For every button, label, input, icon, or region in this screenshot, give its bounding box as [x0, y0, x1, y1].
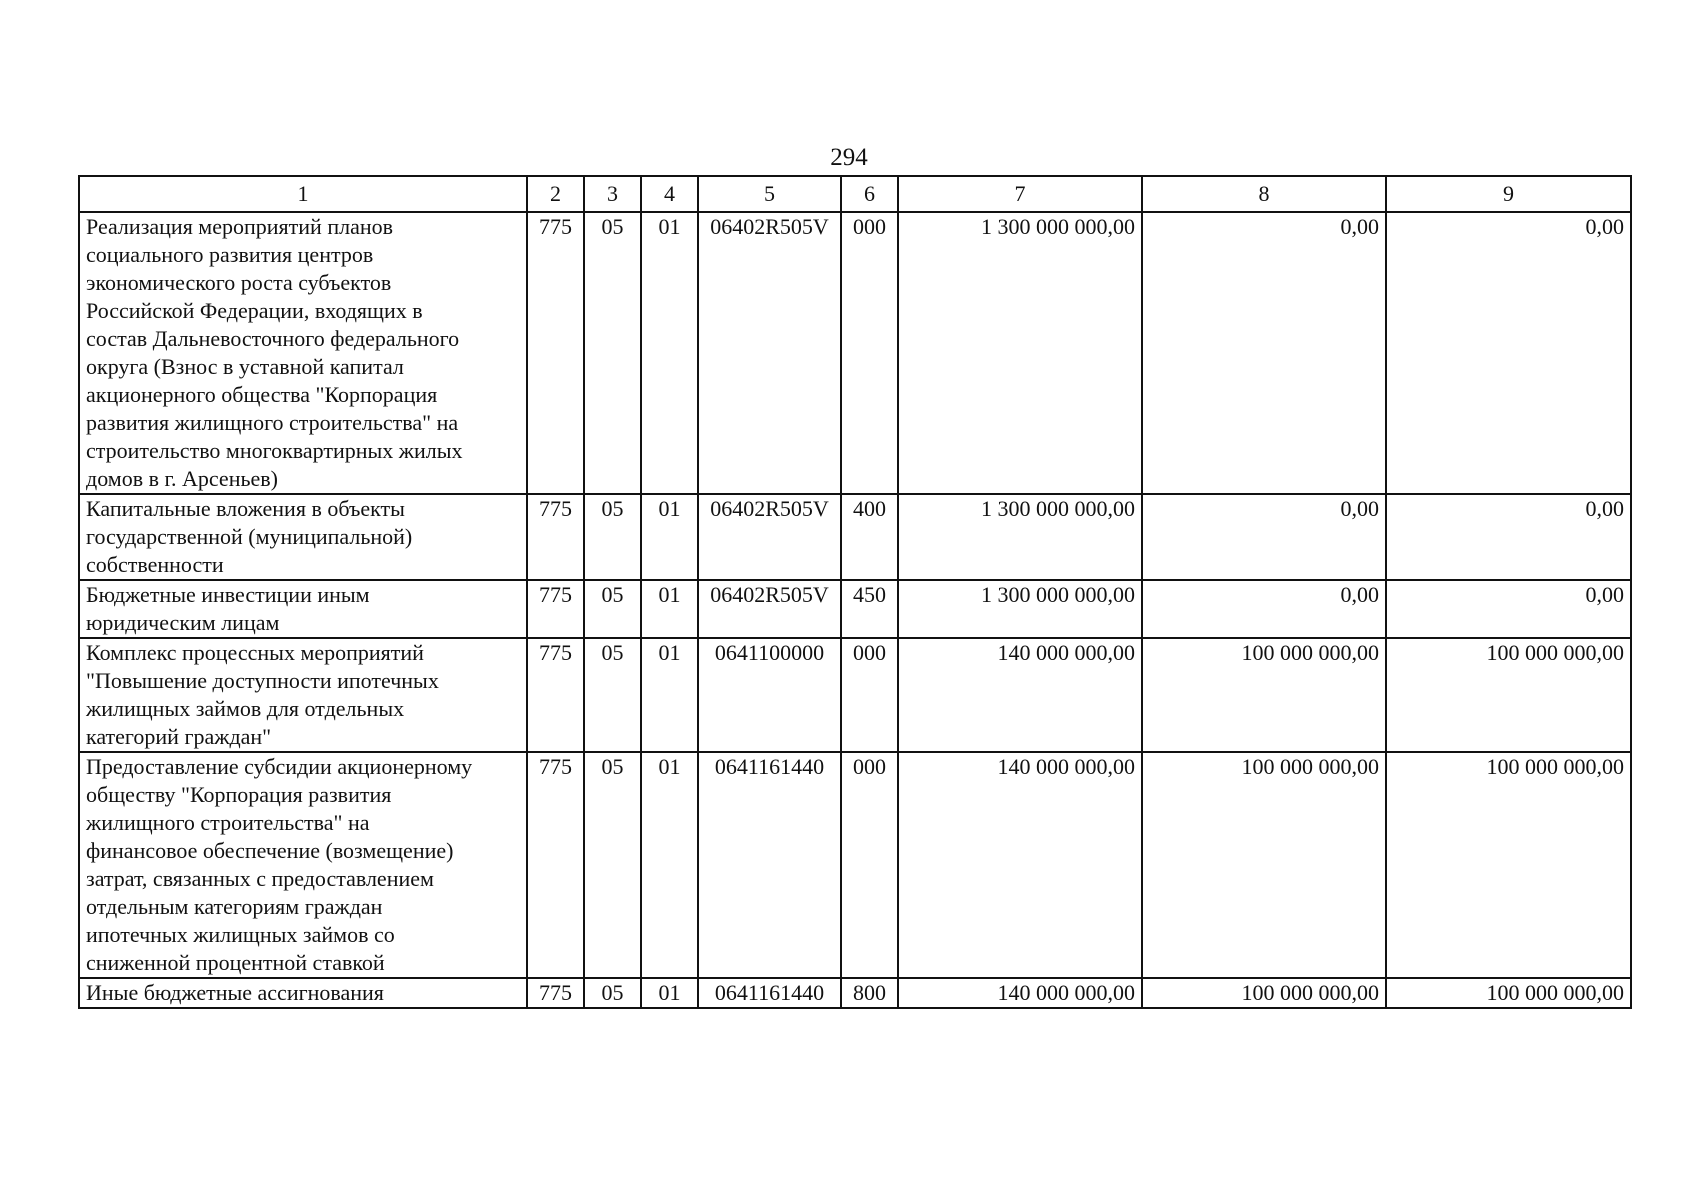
row-name-line: состав Дальневосточного федерального	[86, 326, 460, 351]
code-cell-c4: 01	[641, 752, 698, 978]
code-cell-c3: 05	[584, 212, 641, 494]
code-cell-c5: 06402R505V	[698, 212, 841, 494]
row-name-line: социального развития центров	[86, 242, 374, 267]
row-name-cell	[79, 752, 527, 978]
code-cell-c3: 05	[584, 494, 641, 580]
column-header: 9	[1386, 176, 1631, 212]
column-header: 6	[841, 176, 898, 212]
header-row	[79, 176, 1631, 212]
code-cell-c3: 05	[584, 580, 641, 638]
amount-cell-c7: 140 000 000,00	[898, 978, 1142, 1008]
column-header: 3	[584, 176, 641, 212]
table-row	[79, 212, 1631, 494]
page-number: 294	[830, 144, 868, 171]
row-name-line: Предоставление субсидии акционерному	[86, 754, 473, 779]
code-cell-c5: 0641100000	[698, 638, 841, 752]
row-name-cell	[79, 580, 527, 638]
column-header: 7	[898, 176, 1142, 212]
row-name-line: Российской Федерации, входящих в	[86, 298, 423, 323]
row-name-line: Капитальные вложения в объекты	[86, 496, 405, 521]
row-name-cell	[79, 638, 527, 752]
code-cell-c2: 775	[527, 580, 584, 638]
amount-cell-c9: 100 000 000,00	[1386, 978, 1631, 1008]
amount-cell-c7: 140 000 000,00	[898, 752, 1142, 978]
column-header: 2	[527, 176, 584, 212]
code-cell-c5: 0641161440	[698, 978, 841, 1008]
table-row	[79, 494, 1631, 580]
row-name-line: финансовое обеспечение (возмещение)	[86, 838, 454, 863]
row-name-line: собственности	[86, 552, 224, 577]
amount-cell-c7: 140 000 000,00	[898, 638, 1142, 752]
column-header: 8	[1142, 176, 1386, 212]
row-name-line: развития жилищного строительства" на	[86, 410, 459, 435]
row-name-line: акционерного общества "Корпорация	[86, 382, 438, 407]
amount-cell-c9: 0,00	[1386, 580, 1631, 638]
row-name-line: экономического роста субъектов	[86, 270, 392, 295]
code-cell-c6: 800	[841, 978, 898, 1008]
code-cell-c6: 000	[841, 752, 898, 978]
code-cell-c4: 01	[641, 494, 698, 580]
row-name-line: категорий граждан"	[86, 724, 272, 749]
code-cell-c2: 775	[527, 212, 584, 494]
code-cell-c6: 000	[841, 638, 898, 752]
row-name-line: Иные бюджетные ассигнования	[86, 980, 384, 1005]
amount-cell-c9: 100 000 000,00	[1386, 752, 1631, 978]
amount-cell-c9: 100 000 000,00	[1386, 638, 1631, 752]
table-row	[79, 752, 1631, 978]
code-cell-c3: 05	[584, 978, 641, 1008]
code-cell-c3: 05	[584, 638, 641, 752]
amount-cell-c9: 0,00	[1386, 494, 1631, 580]
amount-cell-c7: 1 300 000 000,00	[898, 494, 1142, 580]
amount-cell-c8: 0,00	[1142, 494, 1386, 580]
amount-cell-c9: 0,00	[1386, 212, 1631, 494]
code-cell-c2: 775	[527, 638, 584, 752]
table-row	[79, 978, 1631, 1008]
row-name-line: ипотечных жилищных займов со	[86, 922, 395, 947]
row-name-line: сниженной процентной ставкой	[86, 950, 385, 975]
row-name-cell	[79, 978, 527, 1008]
row-name-line: округа (Взнос в уставной капитал	[86, 354, 404, 379]
row-name-line: Бюджетные инвестиции иным	[86, 582, 370, 607]
row-name-line: государственной (муниципальной)	[86, 524, 413, 549]
row-name-line: жилищного строительства" на	[86, 810, 370, 835]
row-name-cell	[79, 212, 527, 494]
code-cell-c4: 01	[641, 638, 698, 752]
row-name-line: строительство многоквартирных жилых	[86, 438, 463, 463]
code-cell-c2: 775	[527, 978, 584, 1008]
amount-cell-c8: 100 000 000,00	[1142, 978, 1386, 1008]
code-cell-c5: 0641161440	[698, 752, 841, 978]
table-row	[79, 580, 1631, 638]
row-name-line: Реализация мероприятий планов	[86, 214, 394, 239]
column-header: 4	[641, 176, 698, 212]
amount-cell-c8: 100 000 000,00	[1142, 638, 1386, 752]
budget-table	[78, 175, 1632, 1009]
row-name-line: отдельным категориям граждан	[86, 894, 383, 919]
code-cell-c5: 06402R505V	[698, 494, 841, 580]
amount-cell-c8: 100 000 000,00	[1142, 752, 1386, 978]
code-cell-c6: 450	[841, 580, 898, 638]
row-name-line: Комплекс процессных мероприятий	[86, 640, 424, 665]
code-cell-c4: 01	[641, 978, 698, 1008]
column-header: 5	[698, 176, 841, 212]
column-header: 1	[79, 176, 527, 212]
row-name-line: домов в г. Арсеньев)	[86, 466, 278, 491]
amount-cell-c8: 0,00	[1142, 580, 1386, 638]
row-name-cell	[79, 494, 527, 580]
row-name-line: обществу "Корпорация развития	[86, 782, 392, 807]
code-cell-c6: 000	[841, 212, 898, 494]
row-name-line: затрат, связанных с предоставлением	[86, 866, 434, 891]
row-name-line: жилищных займов для отдельных	[86, 696, 405, 721]
code-cell-c4: 01	[641, 212, 698, 494]
code-cell-c6: 400	[841, 494, 898, 580]
amount-cell-c7: 1 300 000 000,00	[898, 580, 1142, 638]
code-cell-c4: 01	[641, 580, 698, 638]
code-cell-c2: 775	[527, 752, 584, 978]
code-cell-c3: 05	[584, 752, 641, 978]
amount-cell-c8: 0,00	[1142, 212, 1386, 494]
row-name-line: юридическим лицам	[86, 610, 280, 635]
table-row	[79, 638, 1631, 752]
code-cell-c5: 06402R505V	[698, 580, 841, 638]
row-name-line: "Повышение доступности ипотечных	[86, 668, 439, 693]
amount-cell-c7: 1 300 000 000,00	[898, 212, 1142, 494]
code-cell-c2: 775	[527, 494, 584, 580]
